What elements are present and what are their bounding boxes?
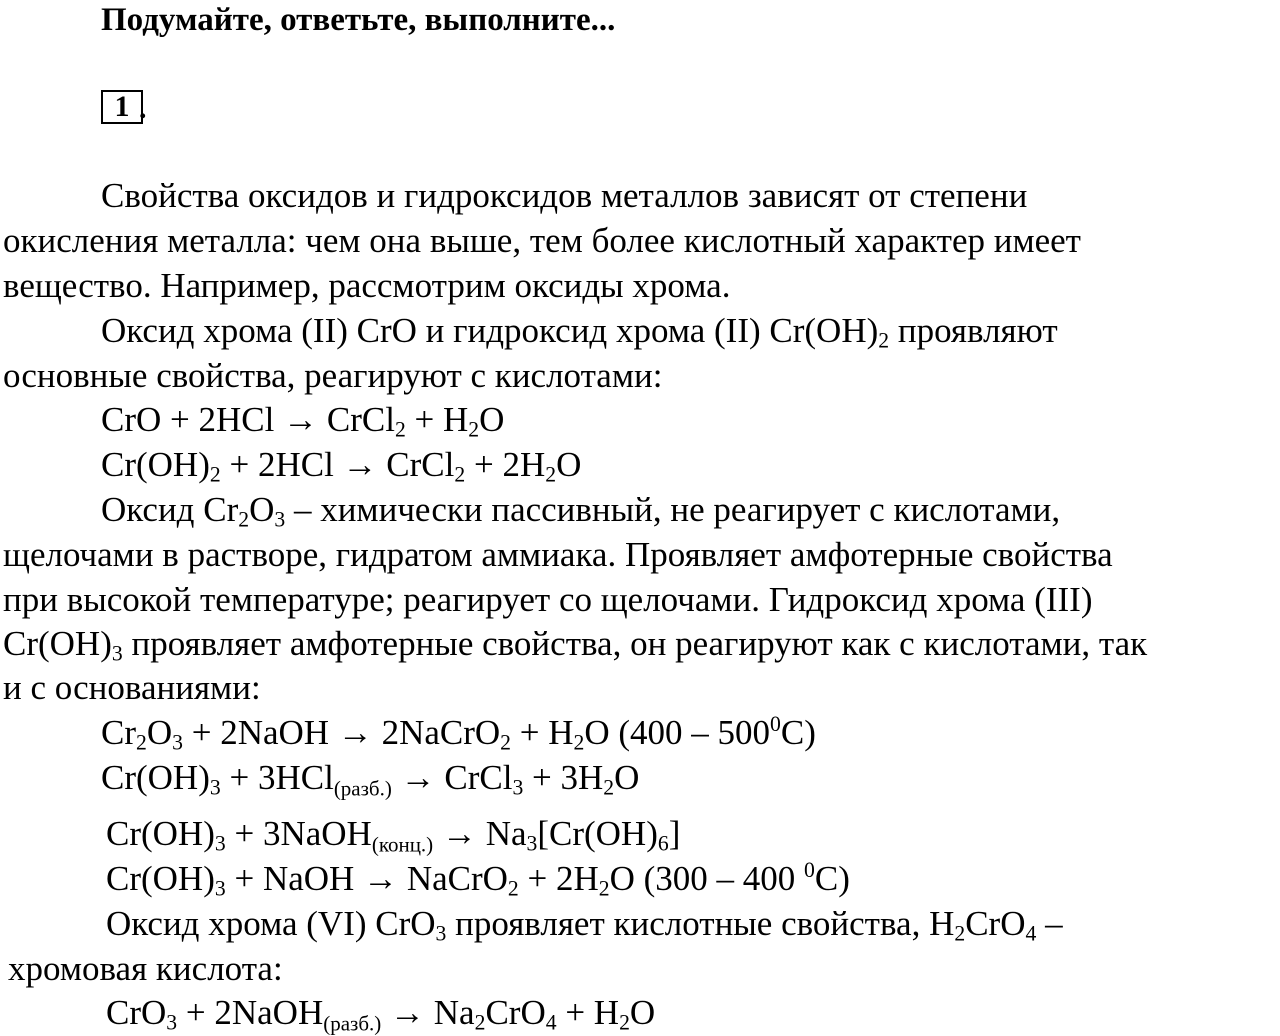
equation-3: $Cr_2O_3$ + 2NaOH → 2NaCrO$_2$ + $H_2O$ $(400 - 500^0C)$ (101, 711, 816, 755)
p1-line-1: Свойства оксидов и гидроксидов металлов зависят от степени (101, 176, 1028, 215)
equation-2: $Cr(OH)_2 + 2HCl$ → CrCl$_2$ + $2H_2O$ (101, 445, 582, 487)
p4-line-1: Оксид хрома (VI) CrO$_3$ проявляет кислотные свойства, $H_2CrO_4$ – (106, 904, 1063, 946)
p2-line-1: Оксид хрома (II) CrO и гидроксид хрома (II) $Cr(OH)_2$ проявляют (101, 311, 1058, 353)
heading: Подумайте, ответьте, выполните... (101, 2, 616, 38)
p2-line-2: основные свойства, реагируют с кислотами: (3, 356, 663, 395)
p3-line-3: при высокой температуре; реагирует со щелочами. Гидроксид хрома (III) (3, 580, 1093, 619)
p1-line-3: вещество. Например, рассмотрим оксиды хрома. (3, 266, 731, 305)
p1-line-2: окисления металла: чем она выше, тем более кислотный характер имеет (3, 221, 1081, 260)
task-number-dot: . (139, 92, 147, 125)
equation-7: CrO$_3$ + 2NaOH$_{(разб.)}$ → $Na_2CrO_4 + H_2O$ (106, 993, 656, 1036)
p3-line-4: $Cr(OH)_3$ проявляет амфотерные свойства, он реагируют как с кислотами, так (3, 624, 1148, 666)
p3-line-5: и с основаниями: (3, 668, 261, 707)
task-number-box (101, 90, 143, 124)
p3-line-2: щелочами в растворе, гидратом аммиака. Проявляет амфотерные свойства (3, 535, 1113, 574)
equation-6: $Cr(OH)_3$ + NaOH → NaCrO$_2$ + $2H_2O$ (300 – 400 $^0$C) (106, 857, 850, 901)
equation-1: CrO + 2HCl → CrCl$_2$ + $H_2O$ (101, 400, 505, 442)
equation-5: $Cr(OH)_3$ + 3NaOH$_{(конц.)}$ → $Na_3[Cr(OH)_6]$ (106, 814, 681, 857)
task-number: 1 (114, 90, 130, 123)
p3-line-1: Оксид $Cr_2O_3$ – химически пассивный, не реагирует с кислотами, (101, 490, 1061, 532)
p4-line-2: хромовая кислота: (8, 949, 283, 988)
equation-4: $Cr(OH)_3 + 3HCl_{(разб.)}$ → CrCl$_3$ + $3H_2O$ (101, 758, 640, 801)
